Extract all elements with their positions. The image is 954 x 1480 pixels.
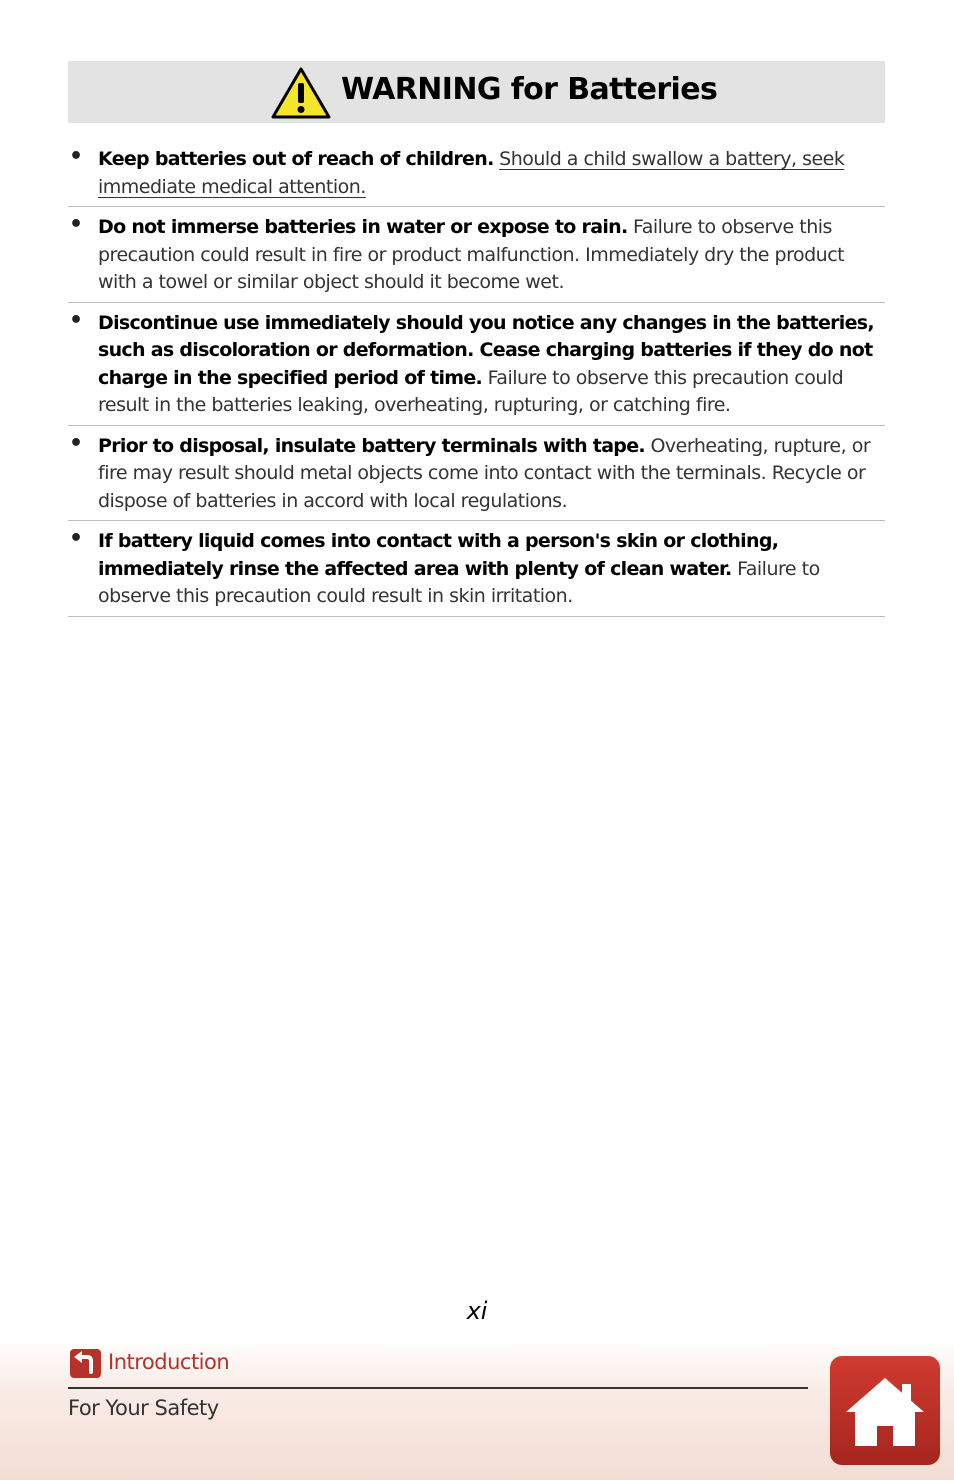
home-button[interactable] — [830, 1356, 940, 1465]
breadcrumb-introduction[interactable]: Introduction — [108, 1350, 230, 1374]
home-icon — [830, 1356, 940, 1465]
page-number: xi — [466, 1297, 488, 1325]
list-item — [68, 207, 885, 303]
item-text: Should a child swallow a battery, seek immediate medical attention. — [98, 148, 845, 198]
item-lead: Discontinue use immediately should you notice any changes in the batteries, such as discoloration or deformation. Cease charging batteries if they do not charge in the specified period of time. — [98, 311, 874, 389]
list-item — [68, 521, 885, 617]
section-label: For Your Safety — [68, 1396, 219, 1420]
bullet: • — [69, 144, 83, 169]
item-text: Failure to observe this precaution could result in the batteries leaking, overheating, rupturing, or catching fire. — [98, 366, 844, 416]
back-arrow-icon[interactable] — [70, 1349, 101, 1378]
item-lead: Do not immerse batteries in water or expose to rain. — [98, 216, 628, 238]
page-title: WARNING for Batteries — [341, 72, 718, 107]
item-text: Overheating, rupture, or fire may result should metal objects come into contact with the terminals. Recycle or dispose of batteries in accord with local regulations. — [98, 434, 871, 512]
list-item — [68, 143, 885, 207]
bullet: • — [69, 430, 83, 456]
item-text: Failure to observe this precaution could result in skin irritation. — [98, 557, 820, 607]
item-lead: Keep batteries out of reach of children. — [98, 148, 494, 170]
item-lead: Prior to disposal, insulate battery terminals with tape. — [98, 434, 645, 457]
item-lead: If battery liquid comes into contact with a person's skin or clothing, immediately rinse the affected area with plenty of clean water. — [98, 530, 779, 580]
list-item — [68, 426, 885, 522]
warning-list — [68, 143, 885, 617]
bullet: • — [69, 526, 83, 551]
bullet: • — [69, 307, 83, 333]
item-text: Failure to observe this precaution could result in fire or product malfunction. Immediately dry the product with a towel or similar object should it become wet. — [98, 216, 845, 293]
footer-divider — [68, 1387, 808, 1389]
warning-triangle-icon — [270, 66, 332, 120]
list-item — [68, 303, 885, 426]
bullet: • — [69, 212, 83, 237]
